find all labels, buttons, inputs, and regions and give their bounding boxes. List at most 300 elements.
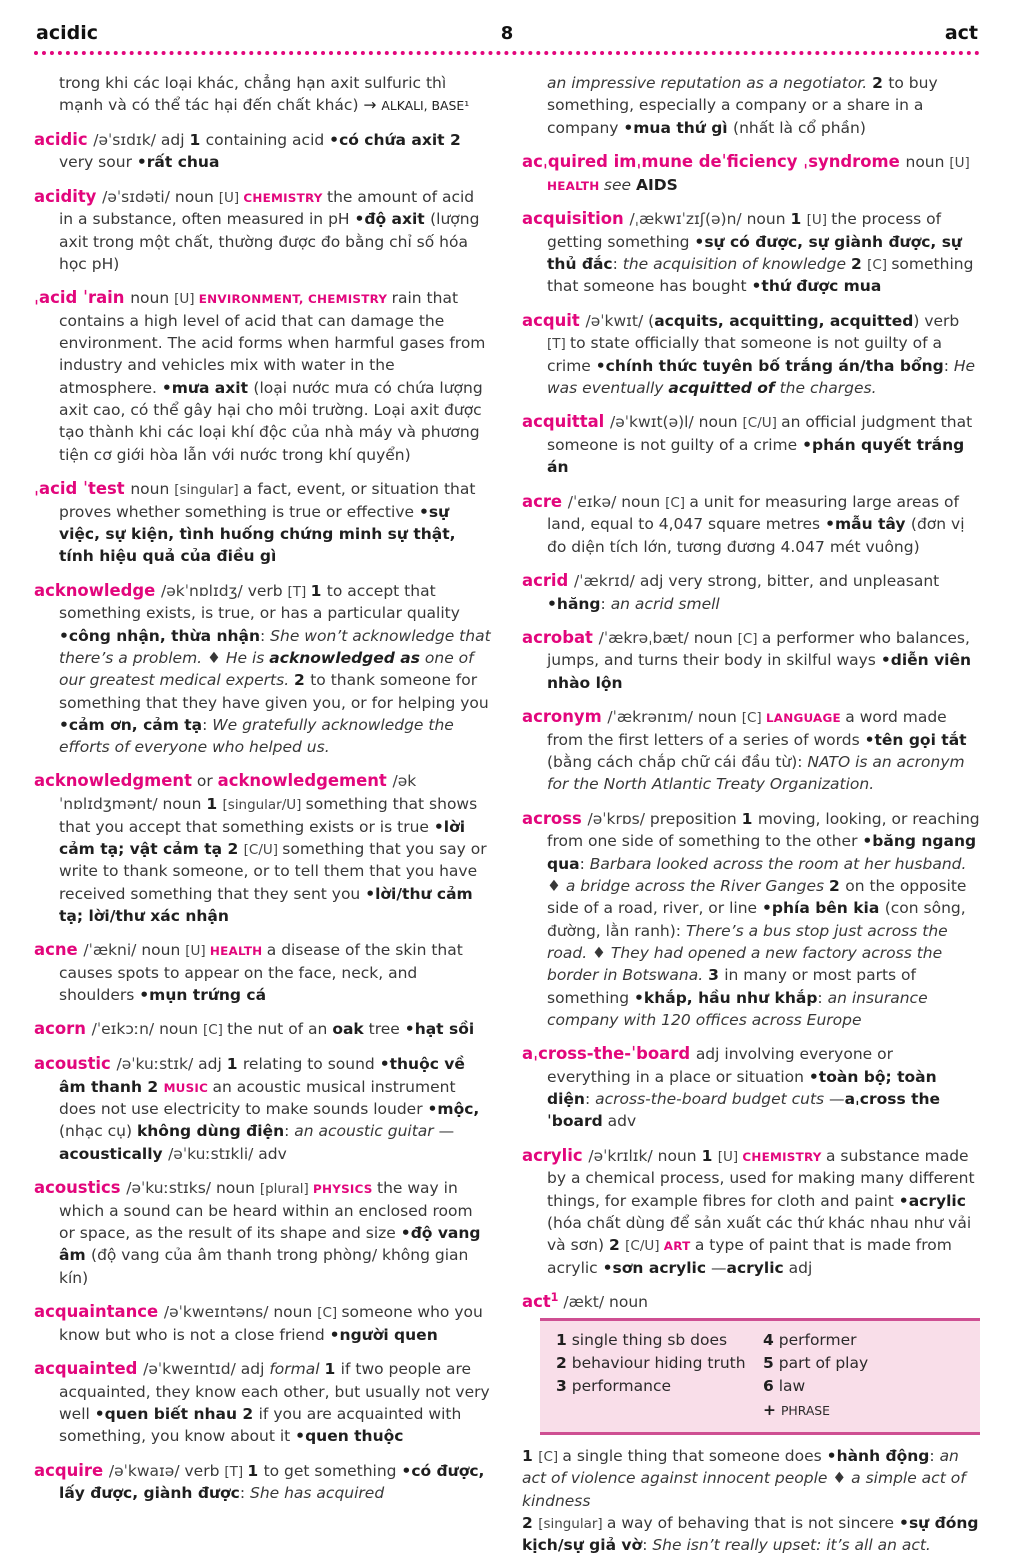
bold-text: •rất chua [136,153,220,172]
dictionary-entry [34,1357,492,1448]
definition-text: ♦ [592,943,611,962]
bold-text: 2 [850,254,868,273]
headword: acoustic [34,1054,117,1074]
definition-text: a performer who balances, jumps, and turns their body in skilful ways [547,628,970,670]
definition-text: an acoustic musical instrument does not use electricity to make sounds louder [59,1077,456,1119]
menu-item [556,1375,763,1398]
menu-item [763,1375,970,1398]
definition-text: ) verb [913,311,960,330]
headword: ˌacid ˈtest [34,479,131,499]
definition-text: ♦ [207,648,226,667]
bold-text: acrylic [726,1258,784,1277]
pronunciation: /əˈkrɪlɪk/ [588,1146,658,1165]
pronunciation: /ˈeɪkɔːn/ [91,1020,160,1039]
bold-text: aˌcross the ˈboard [547,1090,941,1131]
pronunciation: /əˈsɪdɪk/ [93,130,161,149]
bold-text: 2 [522,1513,539,1532]
definition-text: tree [363,1020,405,1039]
headword: acquit [522,310,586,330]
pronunciation: /əˈkuːstɪk/ [116,1055,199,1074]
definition-text: adj involving everyone or everything in a place or situation [547,1045,893,1086]
definition-text: noun [657,1146,702,1165]
example-text: across-the-board budget cuts [595,1090,825,1109]
sense-number: 3 [556,1377,567,1396]
example-text: formal [269,1359,325,1378]
example-text: an acrid smell [610,594,720,613]
bold-text: •thứ được mua [751,277,882,296]
pronunciation: /əˈkweɪntɪd/ [143,1359,241,1378]
dictionary-entry [34,1459,492,1505]
definition-text: an official judgment that someone is not guilty of a crime [547,413,973,454]
definition-text: — [824,1090,845,1109]
bold-text: •mưa axit [161,378,254,397]
dictionary-entry [34,769,492,927]
bold-text: 1 [324,1359,341,1378]
subject-label: HEALTH [209,944,267,959]
guide-word-right: act [944,22,978,44]
grammar-label: [C/U] [243,841,283,858]
bold-text: 1 [247,1461,264,1480]
menu-item [763,1399,970,1422]
dictionary-entry [522,1042,980,1133]
bold-text: •độ vang âm [59,1224,481,1265]
definition-text: noun [693,628,738,647]
bold-text: •sự có được, sự giành được, sự thủ đắc [547,232,962,273]
definition-text: noun [698,413,743,432]
headword: acne [34,940,84,960]
grammar-label: [T] [287,583,311,600]
dictionary-entry [34,1052,492,1165]
entry-continuation [34,72,492,117]
example-text: an insurance company with 120 offices across Europe [547,988,928,1029]
definition-text: on the opposite side of a road, river, or line [547,876,967,918]
dictionary-entry [34,1017,492,1041]
pronunciation: /ˈækrɪd/ [574,571,640,590]
sense-number: 1 [556,1330,567,1349]
definition-text: a unit for measuring large areas of land, equal to 4,047 square metres [547,492,959,534]
bold-text: 3 [708,966,725,985]
example-text: He was eventually [547,356,976,397]
definition-text: (đơn vị đo diện tích lớn, tương đương 4.047 mét vuông) [547,515,965,556]
grammar-label: [U] [717,1148,743,1165]
bold-text: •mộc, [427,1100,480,1119]
definition-text: something that shows that you accept that something exists or is true [59,795,478,836]
dictionary-entry [34,579,492,759]
subject-label: ART [663,1239,695,1254]
definition-text: the way in which a sound can be heard within an enclosed room or space, as the result of its shape and size [59,1179,473,1242]
grammar-label: [C/U] [742,415,782,432]
definition-text: a substance made by a chemical process, used for making many different things, for example fibres for cloth and paint [547,1146,975,1210]
sense-number: 4 [763,1330,774,1349]
pronunciation: /əˈkuːstɪks/ [126,1179,216,1198]
example-text: NATO is an acronym for the North Atlantic Treaty Organization. [547,753,965,794]
definition-text: : [612,254,623,273]
definition-text: — [433,1122,455,1141]
pronunciation: /əˈkwɪt/ [585,311,649,330]
pronunciation: /əˈkweɪntəns/ [163,1302,274,1321]
grammar-label: [C] [867,256,892,273]
bold-text: 1 [790,209,807,228]
bold-text: •thuộc về âm thanh 2 [59,1055,465,1096]
bold-text: 1 [741,809,758,828]
definition-text: a word made from the first letters of a series of words [547,708,947,749]
sense-menu-box [540,1318,980,1435]
definition-text: — [706,1258,727,1277]
bold-text: •sự việc, sự kiện, tình huống chứng minh sự thật, tính hiệu quả của điều gì [59,502,456,566]
bold-text: oak [332,1020,364,1039]
headword: acorn [34,1019,92,1039]
definition-text: adj [198,1055,227,1074]
definition-text: moving, looking, or reaching from one side of something to the other [547,809,980,851]
pronunciation: /əˈkwɪt(ə)l/ [610,413,699,432]
menu-item-label: performance [571,1377,672,1396]
headword: across [522,808,588,828]
dictionary-entry [522,490,980,558]
definition-text: a way of behaving that is not sincere [606,1513,900,1532]
definition-text: if two people are acquainted, they know each other, but usually not very well [59,1359,490,1423]
headword: acquittal [522,412,611,432]
bold-text: •cảm ơn, cảm tạ [59,715,203,734]
grammar-label: [singular] [174,482,243,499]
column-right [522,61,980,1557]
grammar-label: [C/U] [625,1238,664,1255]
bold-text: •khắp, hầu như khắp [634,988,818,1007]
menu-column-right [763,1329,970,1422]
sense-paragraph [522,1512,980,1557]
definition-text: a type of paint that is made from acrylic [547,1236,952,1277]
headword: acrylic [522,1145,589,1165]
definition-text: noun [159,1020,203,1039]
subject-label: CHEMISTRY [742,1149,826,1164]
bold-text: •mẫu tây [825,515,911,534]
menu-item [556,1329,763,1352]
definition-text: relating to sound [242,1055,380,1074]
example-text: He is [225,648,270,667]
entry-continuation [522,72,980,139]
bold-text: •độ axit [354,210,431,229]
definition-text: noun [130,480,175,499]
definition-text: or [191,772,218,791]
pronunciation: /əkˈnɒlɪdʒ/ [161,581,248,600]
bold-text: 2 [608,1236,626,1255]
headword: acquisition [522,208,630,228]
pronunciation: /əˈsɪdəti/ [102,187,175,206]
definition-text: a fact, event, or situation that proves whether something is true or effective [59,480,476,521]
grammar-label: [U] [949,154,970,171]
bold-text: 2 [829,876,846,895]
menu-item-label: behaviour hiding truth [571,1354,746,1373]
dictionary-entry [522,410,980,478]
bold-text: •phán quyết trắng án [547,435,965,477]
headword: acknowledge [34,580,162,600]
sense-paragraph [522,1445,980,1512]
definition-text: : [600,594,611,613]
cross-reference-arrow: → [363,96,382,115]
definition-text: : [239,1484,250,1503]
definition-text: (con sông, đường, lằn ranh): [547,899,966,940]
pronunciation: /əkˈnɒlɪdʒmənt/ [59,772,417,814]
definition-text: : [202,715,213,734]
bold-text: acoustically [59,1144,169,1163]
definition-text: (hóa chất dùng để sản xuất các thứ khác nhau như vải và sơn) [547,1214,972,1255]
bold-text: •công nhận, thừa nhận [59,626,261,645]
definition-text: preposition [649,809,742,828]
definition-text: someone who you know but who is not a close friend [59,1302,483,1344]
definition-text: trong khi các loại khác, chẳng hạn axit sulfuric thì mạnh và có thể tác hại đến chất khác) [59,74,447,115]
bold-text: •có được, lấy được, giành được [59,1461,485,1503]
definition-text: very sour [59,153,137,172]
menu-item [763,1329,970,1352]
definition-text: to get something [263,1461,402,1480]
definition-text: verb [184,1461,225,1480]
definition-text: to buy something, especially a company or a share in a company [547,74,938,137]
cross-reference: ALKALI, BASE¹ [381,98,470,114]
definition-text: : [817,988,828,1007]
definition-text: noun [697,708,742,727]
grammar-label: [U] [218,189,244,206]
definition-text: rain that contains a high level of acid that can damage the environment. The acid forms when harmful gases from industry and vehicles mix with water in the atmosphere. [59,289,486,397]
definition-text: noun [621,492,666,511]
bold-example-text: acknowledged as [269,648,420,667]
definition-text: (nhất là cổ phần) [733,118,866,137]
grammar-label: [T] [547,336,571,353]
example-text: We gratefully acknowledge the efforts of everyone who helped us. [59,715,454,757]
definition-text: the process of getting something [547,209,942,251]
definition-text: ♦ [832,1469,852,1488]
definition-text: noun [746,209,791,228]
headword: acoustics [34,1178,127,1198]
pronunciation: /ˈeɪkə/ [567,492,622,511]
grammar-label: [C] [317,1304,342,1321]
headword: act [522,1292,551,1312]
dictionary-entry [34,128,492,174]
dictionary-entry [34,286,492,466]
dictionary-entry [522,705,980,796]
bold-text: •quen thuộc [295,1427,404,1446]
grammar-label: [singular/U] [222,797,306,814]
bold-text: •lời cảm tạ; vật cảm tạ 2 [59,817,466,858]
dictionary-entry [522,207,980,298]
menu-item-label: part of play [778,1354,869,1373]
definition-text: noun [273,1302,318,1321]
definition-text: : [943,356,954,375]
definition-text: noun [130,289,175,308]
definition-text: adv [602,1112,637,1131]
menu-item-label: law [778,1377,806,1396]
definition-text: the amount of acid in a substance, often measured in pH [59,187,475,229]
definition-text: : [284,1122,295,1141]
headword: acronym [522,707,608,727]
example-text: She isn’t really upset: it’s all an act. [652,1536,931,1555]
definition-text: noun [905,152,950,171]
bold-text: 1 [701,1146,718,1165]
dotted-divider [34,51,980,55]
pronunciation: /əˈkwaɪə/ [108,1461,185,1480]
bold-text: •mua thứ gì [623,118,734,137]
bold-text: •tên gọi tắt [864,730,967,749]
menu-item [556,1352,763,1375]
bold-text: •hăng [547,594,601,613]
guide-word-left: acidic [36,22,98,44]
example-text: an act of violence against innocent people [522,1446,959,1488]
example-text: the charges. [774,378,877,397]
bold-text: •sơn acrylic [602,1258,707,1277]
headword: acidic [34,129,94,149]
bold-text: •băng ngang qua [547,832,977,873]
bold-text: •acrylic [898,1191,966,1210]
sense-number: 5 [763,1354,774,1373]
definition-text: noun [162,795,207,814]
example-text: an impressive reputation as a negotiator. [547,74,873,92]
bold-text: 1 [310,581,327,600]
example-text: the acquisition of knowledge [622,254,851,273]
grammar-label: [T] [224,1463,248,1480]
grammar-label: [C] [202,1022,228,1039]
definition-text: containing acid [205,130,330,149]
definition-text: : [579,854,590,873]
definition-text: ( [648,311,655,330]
grammar-label: [C] [737,630,762,647]
definition-text: verb [247,581,288,600]
example-text: see [603,175,636,194]
running-head [34,12,980,48]
headword: acknowledgment [34,771,192,791]
example-text: a bridge across the River Ganges [565,876,830,895]
definition-text: to state officially that someone is not guilty of a crime [547,334,943,375]
bold-text: •hạt sồi [404,1020,475,1039]
example-text: a simple act of kindness [522,1469,966,1510]
bold-text: •quen biết nhau 2 [94,1404,259,1423]
subject-label: ENVIRONMENT, CHEMISTRY [198,292,392,307]
example-text: an acoustic guitar [294,1122,434,1141]
example-text: one of our greatest medical experts. [59,648,474,690]
bold-text: 1 [522,1446,539,1465]
dictionary-entry [522,1290,980,1314]
subject-label: MUSIC [163,1080,213,1095]
bold-text: •mụn trứng cá [139,986,267,1005]
grammar-label: [U] [185,943,210,960]
headword: acquaintance [34,1301,164,1321]
subject-label: HEALTH [547,178,604,193]
headword: acˌquired imˌmune deˈficiency ˌsyndrome [522,151,906,171]
homonym-number: 1 [550,1291,559,1305]
definition-text: something that you say or write to thank someone, or to tell them that you have received something that they sent you [59,839,487,903]
example-text: She has acquired [249,1484,385,1503]
definition-text: : [584,1090,596,1109]
headword: acidity [34,186,103,206]
bold-text: AIDS [635,175,678,194]
menu-item [763,1352,970,1375]
bold-text: 1 [226,1055,243,1074]
bold-example-text: acquitted of [668,378,775,397]
dictionary-entry [522,1144,980,1279]
definition-text: adj [783,1258,813,1277]
grammar-label: [C] [665,494,690,511]
subject-label: CHEMISTRY [243,190,328,205]
definition-text: (bằng cách chắp chữ cái đầu từ): [547,753,808,772]
definition-text: : [642,1536,653,1555]
definition-text: something that someone has bought [547,254,974,296]
page-number: 8 [500,23,514,44]
headword: acknowledgement [217,771,393,791]
pronunciation: /əˈkuːstɪkli/ [168,1144,259,1163]
pronunciation: /ˈækrənɪm/ [607,708,698,727]
definition-text: to thank someone for something that they have given you, or for helping you [59,671,489,712]
pronunciation: /ˈækni/ [83,941,142,960]
definition-text: a disease of the skin that causes spots to appear on the face, neck, and shoulders [59,941,463,1005]
menu-column-left [556,1329,763,1422]
definition-text: adv [258,1144,287,1163]
headword: ˌacid ˈrain [34,288,131,308]
dictionary-entry [34,185,492,276]
bold-text: •hành động [826,1446,930,1465]
headword: acquainted [34,1358,144,1378]
grammar-label: [plural] [259,1181,314,1198]
headword: aˌcross-the-ˈboard [522,1044,696,1064]
definition-text: noun [174,187,219,206]
example-text: Barbara looked across the room at her husband. [589,854,967,873]
bold-text: •diễn viên nhào lộn [547,651,972,692]
definition-text: in many or most parts of something [547,966,917,1007]
example-text: There’s a bus stop just across the road. [547,921,948,962]
dictionary-entry [522,807,980,1031]
definition-text: adj [240,1359,270,1378]
grammar-label: [singular] [538,1515,607,1532]
grammar-label: [C] [538,1448,563,1465]
definition-text: (độ vang của âm thanh trong phòng/ không gian kín) [59,1246,469,1287]
definition-text: : [929,1446,940,1465]
definition-text: a single thing that someone does [562,1446,827,1465]
bold-text: 1 [206,795,223,814]
dictionary-entry [522,309,980,400]
sense-number: 2 [556,1354,567,1373]
bold-text: •lời/thư cảm tạ; lời/thư xác nhận [59,884,473,925]
definition-text: adj very strong, bitter, and unpleasant [639,571,940,590]
dictionary-entry [34,1300,492,1346]
definition-text: (nhạc cụ) [59,1122,137,1141]
headword: acre [522,491,568,511]
dictionary-entry [34,938,492,1006]
bold-text: 2 [294,671,311,690]
definition-text: noun [141,941,186,960]
example-text: She won’t acknowledge that there’s a problem. [59,626,491,667]
menu-item-label: performer [778,1330,857,1349]
definition-text: : [260,626,271,645]
pronunciation: /əˈkrɒs/ [587,809,650,828]
definition-text: (loại nước mưa có chứa lượng axit cao, có thể gây hại cho môi trường. Loại axit được tạo thành khi các loại khí độc của nhà máy và phương tiện cơ giới hòa lẫn với nước trong khí quyển) [59,378,483,464]
bold-text: •có chứa axit 2 [329,130,461,149]
dictionary-entry [34,477,492,568]
menu-item-label: single thing sb does [571,1330,728,1349]
headword: acquire [34,1460,109,1480]
dictionary-entry [522,150,980,196]
definition-text: if you are acquainted with something, you know about it [59,1404,462,1446]
definition-text: to accept that something exists, is true, or has a particular quality [59,581,460,623]
grammar-label: [U] [806,211,832,228]
sense-number: + [763,1400,776,1419]
definition-text: noun [609,1293,648,1312]
definition-text: noun [215,1179,260,1198]
bold-text: không dùng điện [136,1122,285,1141]
grammar-label: [U] [174,291,199,308]
subject-label: PHYSICS [313,1182,378,1197]
definition-text: the nut of an [227,1020,333,1039]
sense-number: 6 [763,1377,774,1396]
headword: acrobat [522,627,599,647]
bold-text: •phía bên kia [761,899,885,918]
dictionary-entry [522,569,980,615]
dictionary-entry [522,626,980,694]
